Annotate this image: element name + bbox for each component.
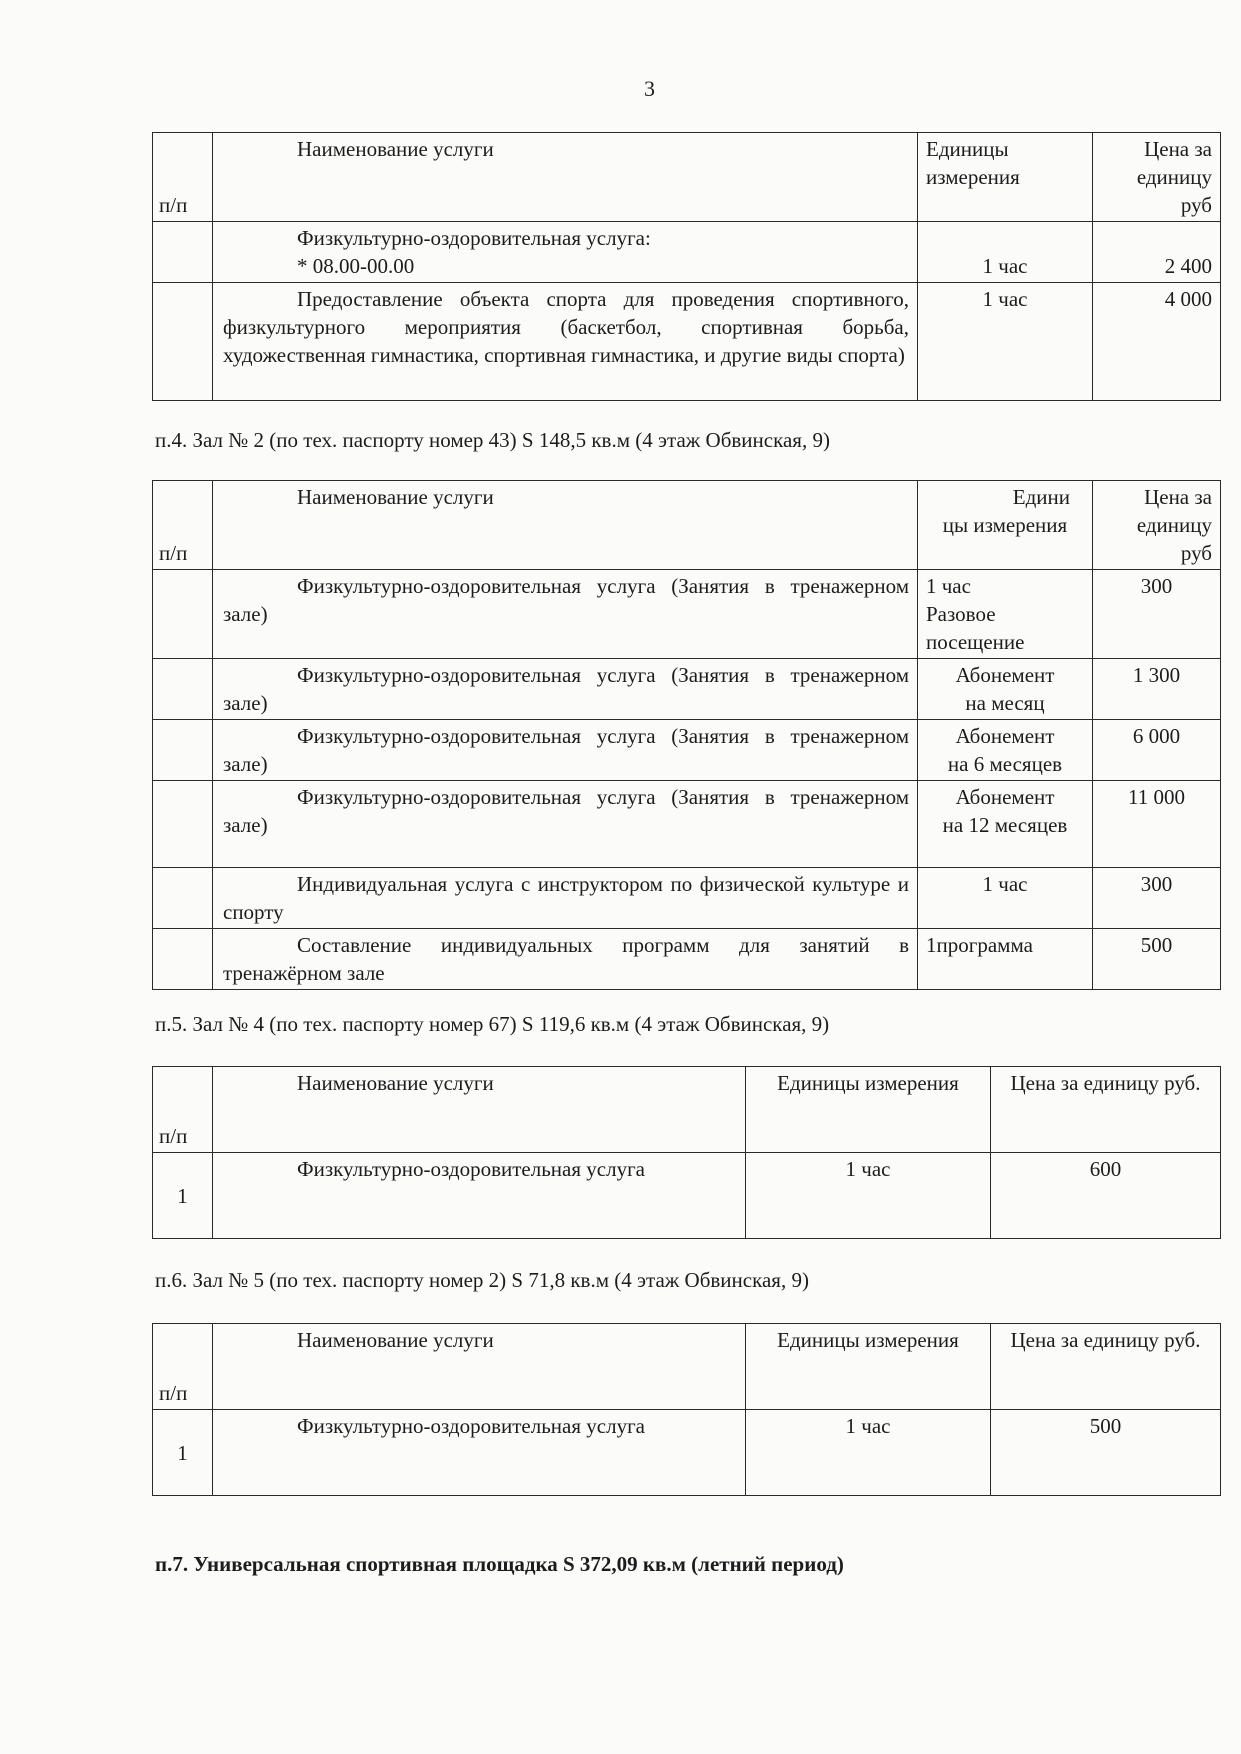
price-cell: 4 000 [1093, 283, 1221, 401]
unit-cell: 1 час [918, 868, 1093, 929]
table-row [153, 283, 1221, 401]
unit-cell: 1 час [746, 1153, 991, 1239]
unit-cell [918, 781, 1093, 868]
unit-line: Абонемент [955, 663, 1055, 687]
table-row [153, 929, 1221, 990]
header-nn: п/п [153, 1067, 213, 1153]
price-cell: 11 000 [1093, 781, 1221, 868]
row-nn: 1 [153, 1153, 213, 1239]
header-nn: п/п [153, 1324, 213, 1410]
unit-line: 1 час [926, 574, 971, 598]
service-time-line: * 08.00-00.00 [297, 254, 415, 278]
service-name: Предоставление объекта спорта для проведения спортивного, физкультурного мероприятия (баскетбол, спортивная борьба, художественная гимнастика, спортивная гимнастика, и другие виды спорта) [213, 283, 918, 401]
row-nn [153, 929, 213, 990]
price-cell: 1 300 [1093, 659, 1221, 720]
service-name: Физкультурно-оздоровительная услуга (Занятия в тренажерном зале) [213, 781, 918, 868]
price-cell: 600 [991, 1153, 1221, 1239]
row-nn: 1 [153, 1410, 213, 1496]
service-name: Физкультурно-оздоровительная услуга [213, 1153, 746, 1239]
section-5-caption: п.5. Зал № 4 (по тех. паспорту номер 67) S 119,6 кв.м (4 этаж Обвинская, 9) [155, 1012, 830, 1036]
price-cell: 500 [1093, 929, 1221, 990]
header-service-name: Наименование услуги [213, 133, 918, 222]
service-name: Физкультурно-оздоровительная услуга [213, 1410, 746, 1496]
table-header-row [153, 133, 1221, 222]
section-4-table [152, 480, 1221, 990]
unit-line: на 12 месяцев [942, 813, 1068, 837]
header-service-name: Наименование услуги [213, 481, 918, 570]
header-price: Цена за единицу руб [1093, 133, 1221, 222]
service-name: Физкультурно-оздоровительная услуга (Занятия в тренажерном зале) [213, 570, 918, 659]
header-price: Цена за единицу руб. [991, 1324, 1221, 1410]
table-row [153, 1153, 1221, 1239]
header-service-name: Наименование услуги [213, 1324, 746, 1410]
unit-cell: 1 час [918, 222, 1093, 283]
unit-line: Абонемент [955, 724, 1055, 748]
unit-line: на месяц [965, 691, 1045, 715]
header-unit: Единицы измерения [746, 1067, 991, 1153]
table-header-row [153, 1324, 1221, 1410]
header-price: Цена за единицу руб [1093, 481, 1221, 570]
unit-cell [918, 720, 1093, 781]
service-name: Физкультурно-оздоровительная услуга (Занятия в тренажерном зале) [213, 659, 918, 720]
header-price: Цена за единицу руб. [991, 1067, 1221, 1153]
price-cell: 6 000 [1093, 720, 1221, 781]
price-cell: 300 [1093, 868, 1221, 929]
header-unit-line: Едини [1012, 485, 1070, 509]
table-row [153, 659, 1221, 720]
unit-line: Разовое [926, 602, 996, 626]
table-row [153, 570, 1221, 659]
row-nn [153, 570, 213, 659]
section-6-table [152, 1323, 1221, 1496]
unit-cell [918, 570, 1093, 659]
row-nn [153, 781, 213, 868]
price-cell: 500 [991, 1410, 1221, 1496]
unit-cell: 1 час [918, 283, 1093, 401]
table-header-row [153, 481, 1221, 570]
header-unit [918, 481, 1093, 570]
unit-cell: 1 час [746, 1410, 991, 1496]
header-unit: Единицы измерения [918, 133, 1093, 222]
service-name: Составление индивидуальных программ для занятий в тренажёрном зале [213, 929, 918, 990]
row-nn [153, 659, 213, 720]
unit-line: на 6 месяцев [947, 752, 1063, 776]
section-4-caption: п.4. Зал № 2 (по тех. паспорту номер 43) S 148,5 кв.м (4 этаж Обвинская, 9) [155, 428, 830, 452]
header-service-name: Наименование услуги [213, 1067, 746, 1153]
table-row [153, 222, 1221, 283]
row-nn [153, 868, 213, 929]
section-5-table [152, 1066, 1221, 1239]
row-nn [153, 283, 213, 401]
unit-line: посещение [926, 630, 1025, 654]
header-nn: п/п [153, 481, 213, 570]
header-unit: Единицы измерения [746, 1324, 991, 1410]
row-nn [153, 222, 213, 283]
header-unit-line: цы измерения [942, 513, 1068, 537]
services-table-continued [152, 132, 1221, 401]
table-row [153, 781, 1221, 868]
section-6-caption: п.6. Зал № 5 (по тех. паспорту номер 2) S 71,8 кв.м (4 этаж Обвинская, 9) [155, 1268, 809, 1292]
unit-cell [918, 659, 1093, 720]
table-row [153, 868, 1221, 929]
service-name-line: Физкультурно-оздоровительная услуга: [297, 226, 651, 250]
row-nn [153, 720, 213, 781]
unit-line: Абонемент [955, 785, 1055, 809]
header-nn: п/п [153, 133, 213, 222]
section-7-caption: п.7. Универсальная спортивная площадка S 372,09 кв.м (летний период) [155, 1552, 844, 1576]
service-name [213, 222, 918, 283]
service-name: Индивидуальная услуга с инструктором по физической культуре и спорту [213, 868, 918, 929]
price-cell: 300 [1093, 570, 1221, 659]
price-cell: 2 400 [1093, 222, 1221, 283]
table-row [153, 720, 1221, 781]
page-number: 3 [644, 76, 655, 101]
service-name: Физкультурно-оздоровительная услуга (Занятия в тренажерном зале) [213, 720, 918, 781]
table-row [153, 1410, 1221, 1496]
unit-cell: 1программа [918, 929, 1093, 990]
table-header-row [153, 1067, 1221, 1153]
